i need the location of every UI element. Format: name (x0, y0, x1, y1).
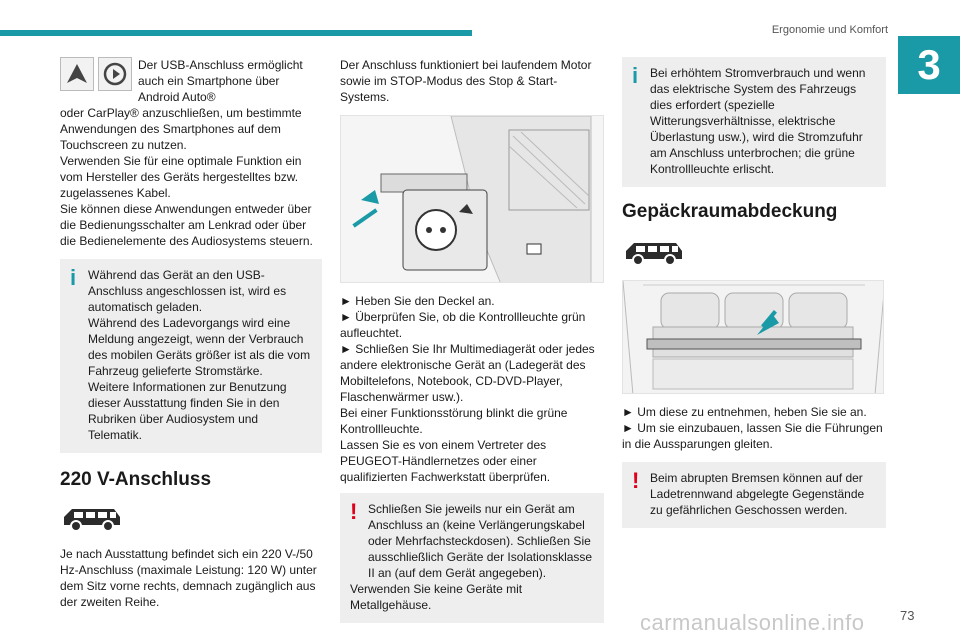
section-title-220v: 220 V-Anschluss (60, 469, 212, 490)
fault-note: Bei einer Funktionsstörung blinkt die grüne Kontrollleuchte. (340, 406, 568, 436)
android-auto-icon (60, 57, 94, 91)
right-column (622, 57, 886, 528)
left-column (60, 57, 322, 610)
warning-220v-p1: Schließen Sie jeweils nur ein Gerät am Anschluss an (keine Verlängerungskabel oder Mehrfachsteckdosen). Schließen Sie ausschließlich Geräte der Isolationsklasse II an (auf dem Gerät angegeben). (368, 502, 593, 580)
warning-icon: ! (632, 468, 640, 493)
info-icon: i (70, 265, 77, 290)
usb-intro-rest: oder CarPlay® anzuschließen, um bestimmte Anwendungen des Smartphones auf dem Touchscreen zu nutzen. (60, 106, 302, 152)
220v-socket-illustration (340, 115, 604, 283)
step-check-light: ► Überprüfen Sie, ob die Kontrollleuchte grün aufleuchtet. (340, 310, 586, 340)
middle-column (340, 57, 604, 623)
step-install-cover: ► Um sie einzubauen, lassen Sie die Führungen in die Aussparungen gleiten. (622, 421, 883, 451)
connectivity-icons (60, 57, 132, 91)
step-lift-cover: ► Heben Sie den Deckel an. (340, 294, 495, 308)
warning-220v-p2: Verwenden Sie keine Geräte mit Metallgehäuse. (350, 582, 523, 612)
watermark: carmanualsonline.info (640, 610, 865, 635)
car-van-icon (60, 503, 322, 538)
step-remove-cover: ► Um diese zu entnehmen, heben Sie sie an. (622, 405, 867, 419)
usb-intro-first: Der USB-Anschluss ermöglicht auch ein Smartphone über Android Auto® (138, 58, 303, 104)
page-number: 73 (900, 608, 915, 623)
usb-control-note: Sie können diese Anwendungen entweder über die Bedienungsschalter am Lenkrad oder über die Bedienelemente des Audiosystems steuern. (60, 202, 313, 248)
car-van-icon (622, 237, 886, 272)
info-icon: i (632, 63, 639, 88)
220v-steps (340, 293, 604, 405)
info-usb-p3: Weitere Informationen zur Benutzung dieser Ausstattung finden Sie in den Rubriken über Audiosystem und Telematik. (88, 380, 287, 442)
220v-operation-note: Der Anschluss funktioniert bei laufendem Motor sowie im STOP-Modus des Stop & Start-Systems. (340, 58, 592, 104)
dealer-note: Lassen Sie es von einem Vertreter des PEUGEOT-Händlernetzes oder einer qualifizierten Fachwerkstatt überprüfen. (340, 438, 551, 484)
warning-icon: ! (350, 499, 358, 524)
section-title-luggage-cover: Gepäckraumabdeckung (622, 201, 838, 222)
info-box-power-cut (622, 57, 886, 187)
warning-box-220v (340, 493, 604, 623)
header-accent-bar (0, 30, 472, 36)
carplay-icon (98, 57, 132, 91)
info-usb-p2: Während des Ladevorgangs wird eine Meldung angezeigt, wenn der Verbrauch des mobilen Geräts größer ist als die vom Fahrzeug gelieferte Stromstärke. (88, 316, 311, 378)
luggage-cover-illustration (622, 280, 884, 394)
info-usb-p1: Während das Gerät an den USB-Anschluss angeschlossen ist, wird es automatisch geladen. (88, 268, 287, 314)
step-connect-device: ► Schließen Sie Ihr Multimediagerät oder jedes andere elektronische Gerät an (Ladegerät des Mobiltelefons, Notebook, CD-DVD-Player, Flaschenwärmer usw.). (340, 342, 595, 404)
chapter-title: Ergonomie und Komfort (771, 24, 888, 36)
chapter-number-tab: 3 (898, 36, 960, 94)
220v-description: Je nach Ausstattung befindet sich ein 220 V-/50 Hz-Anschluss (maximale Leistung: 120 W) unter dem Sitz vorne rechts, demnach zugänglich aus der zweiten Reihe. (60, 547, 317, 609)
warning-box-braking (622, 462, 886, 528)
info-power-cut: Bei erhöhtem Stromverbrauch und wenn das elektrische System des Fahrzeugs dies erfordert (spezielle Witterungsverhältnisse, elektrische Überlastung usw.), wird die Stromzufuhr am Anschluss unterbrochen; die grüne Kontrollleuchte erlischt. (650, 66, 866, 176)
info-box-usb-charging (60, 259, 322, 453)
warning-braking: Beim abrupten Bremsen können auf der Ladetrennwand abgelegte Gegenstände zu gefährlichen Geschossen werden. (650, 471, 865, 517)
usb-cable-note: Verwenden Sie für eine optimale Funktion ein vom Hersteller des Geräts hergestelltes bzw. zugelassenes Kabel. (60, 154, 302, 200)
luggage-cover-steps (622, 404, 886, 452)
